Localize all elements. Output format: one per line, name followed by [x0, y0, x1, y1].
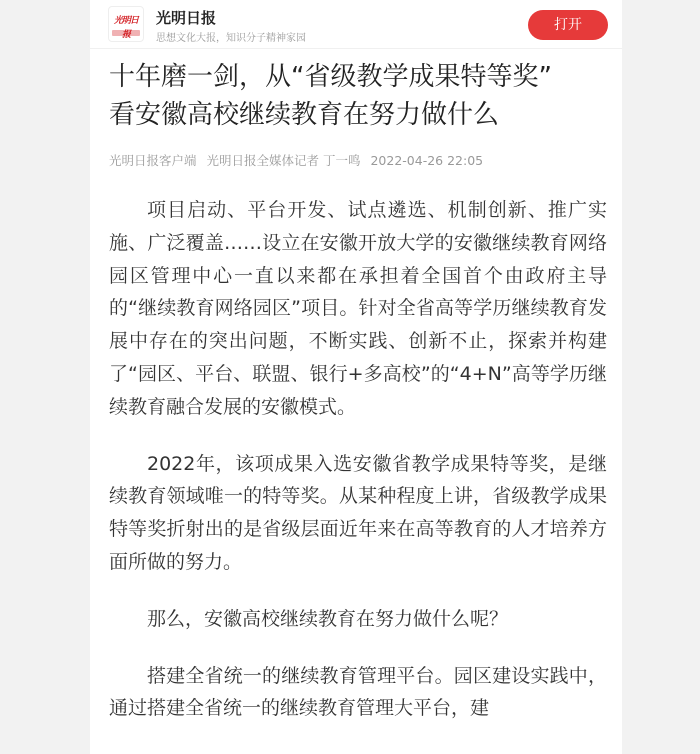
article-body: [109, 194, 607, 749]
article-title: [109, 58, 609, 134]
paragraph: 那么，安徽高校继续教育在努力做什么呢？: [147, 607, 509, 630]
article-page: [90, 0, 622, 754]
logo-text: 光明日报: [113, 16, 138, 40]
brand-name: 光明日报: [156, 9, 217, 27]
paragraph: 2022年，该项成果入选安徽省教学成果特等奖，是继续教育领域唯一的特等奖。从某种程度上讲，省级教学成果特等奖折射出的是省级层面近年来在高等教育的人才培养方面所做的努力。: [109, 452, 607, 573]
logo-decoration: [112, 30, 140, 36]
article-author: 光明日报全媒体记者 丁一鸣: [206, 153, 361, 168]
brand-slogan: 思想文化大报，知识分子精神家园: [156, 33, 306, 44]
app-banner: [90, 0, 622, 49]
paragraph: 项目启动、平台开发、试点遴选、机制创新、推广实施、广泛覆盖……设立在安徽开放大学的安徽继续教育网络园区管理中心一直以来都在承担着全国首个由政府主导的“继续教育网络园区”项目。针对全省高等学历继续教育发展中存在的突出问题，不断实践、创新不止，探索并构建了“园区、平台、联盟、银行+多高校”的“4+N”高等学历继续教育融合发展的安徽模式。: [109, 199, 607, 418]
article-datetime: 2022-04-26 22:05: [370, 153, 484, 168]
paragraph: 搭建全省统一的继续教育管理平台。园区建设实践中，通过搭建全省统一的继续教育管理大平台，建: [109, 664, 607, 720]
article-meta: [109, 151, 609, 169]
open-app-button[interactable]: 打开: [528, 10, 608, 40]
title-line-2: 看安徽高校继续教育在努力做什么: [109, 100, 500, 130]
app-logo: [108, 6, 144, 42]
article-source: 光明日报客户端: [109, 153, 197, 168]
title-line-1: 十年磨一剑，从“省级教学成果特等奖”: [109, 62, 552, 92]
